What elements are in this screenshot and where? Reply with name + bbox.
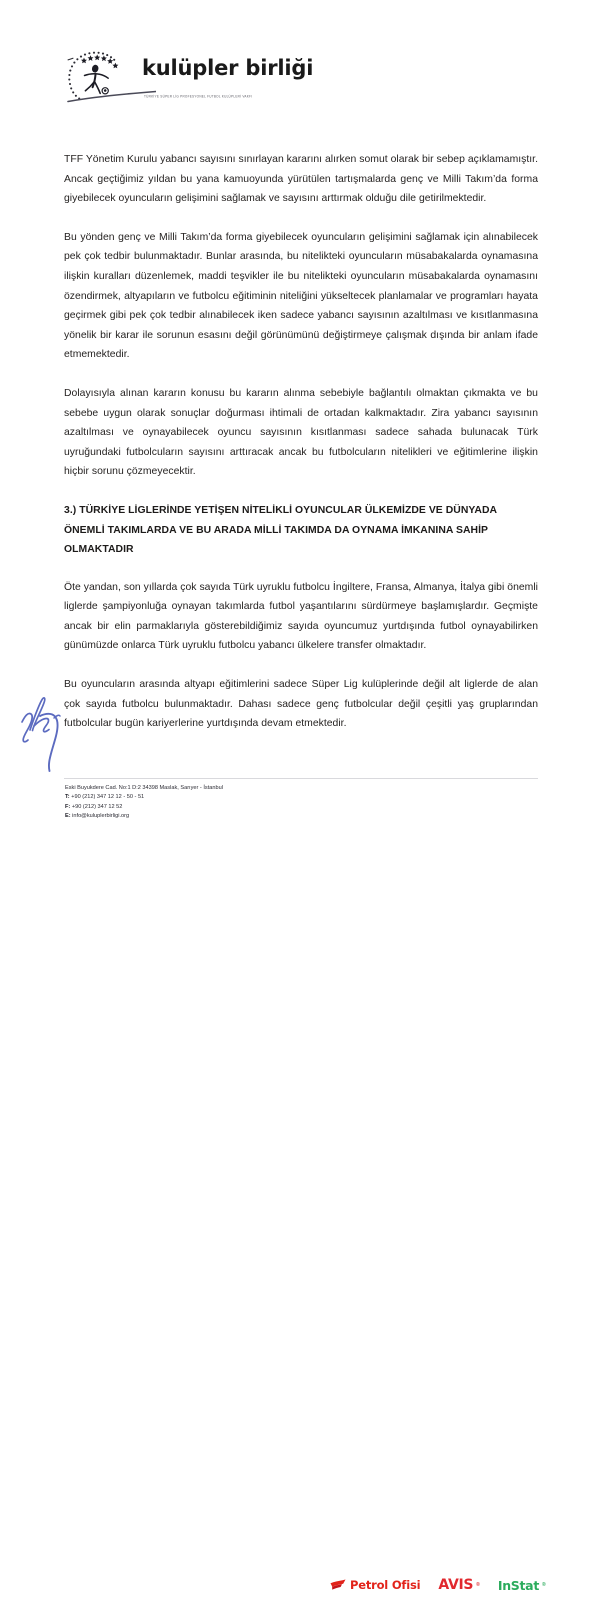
logo-wordmark: kulüpler birliği <box>142 56 314 80</box>
petrol-ofisi-flag-icon <box>330 1579 347 1592</box>
sponsor-instat <box>498 1578 546 1593</box>
document-body <box>64 150 538 734</box>
footer-fax-value: +90 (212) 347 12 52 <box>71 803 123 810</box>
section-heading-3: 3.) TÜRKİYE LİGLERİNDE YETİŞEN NİTELİKLİ OYUNCULAR ÜLKEMİZDE VE DÜNYADA ÖNEMLİ TAKIMLARDA VE BU ARADA MİLLİ TAKIMDA DA OYNAMA İMKANINA SAHİP OLMAKTADIR <box>64 504 497 556</box>
footer-contact-block <box>65 784 223 822</box>
sponsor-instat-label: InStat <box>497 1577 539 1593</box>
footer-email <box>65 812 223 821</box>
footer-address: Eski Buyukdere Cad. No:1 D:2 34398 Maslak, Sarıyer - İstanbul <box>65 785 223 791</box>
organization-logo <box>64 44 364 116</box>
paragraph-1: TFF Yönetim Kurulu yabancı sayısını sınırlayan kararını alırken somut olarak bir sebep açıklamamıştır. Ancak geçtiğimiz yıldan bu yana kamuoyunda yürütülen tartışmalarda genç ve Milli Takım’da forma giyebilecek oyuncuların gelişimini sağlamak ve sayısını arttırmak olduğu dile getirilmektedir. <box>64 154 538 205</box>
sponsor-avis-label: AVIS <box>438 1577 474 1593</box>
paragraph-4: Öte yandan, son yıllarda çok sayıda Türk uyruklu futbolcu İngiltere, Fransa, Almanya, İtalya gibi önemli liglerde şampiyonluğa oynayan takımlarda futbol yaşantılarını sürdürmeye başlamışlardır. Geçmişte ancak bir elin parmaklarıyla gösterebildiğimiz sayıda oyuncumuz yurtdışında futbol oynayabilirken günümüzde onlarca Türk uyruklu futbolcu yabancı ülkelere transfer olmaktadır. <box>64 581 538 652</box>
sponsor-avis-trademark: ® <box>476 1582 480 1588</box>
footer-fax <box>65 803 223 812</box>
footer-phone-key: T: <box>65 794 70 801</box>
footer-phone <box>65 793 223 802</box>
sponsor-logos <box>330 1573 546 1597</box>
footer-email-value[interactable]: info@kuluplerbirligi.org <box>72 813 130 820</box>
footer-phone-value: +90 (212) 347 12 12 - 50 - 51 <box>71 794 145 801</box>
footer-email-key: E: <box>65 813 71 820</box>
paragraph-5: Bu oyuncuların arasında altyapı eğitimlerini sadece Süper Lig kulüplerinde değil alt liglerde de alan çok sayıda futbolcu bulunmaktadır. Dahası sadece genç futbolcular değil çeşitli yaş gruplarından futbolcular bugün kariyerlerine yurtdışında devam etmektedir. <box>64 679 538 730</box>
paragraph-3: Dolayısıyla alınan kararın konusu bu kararın alınma sebebiyle bağlantılı olmaktan çıkmakta ve bu sebebe uygun olarak sonuçlar doğurması ihtimali de ortadan kalkmaktadır. Zira yabancı sayısının azaltılması ve oynayabilecek oyuncu sayısının kısıtlanması sadece sahada bulunacak Türk uyruğundaki futbolcuların sayısını arttıracak ancak bu futbolcuların nitelikleri ve eğitimlerine ilişkin hiçbir sorunu çözmeyecektir. <box>64 387 538 478</box>
sponsor-avis <box>438 1577 480 1593</box>
logo-subtitle: TÜRKİYE SÜPER LİG PROFESYONEL FUTBOL KULÜPLERİ VAKFI <box>144 94 253 99</box>
sponsor-petrol-ofisi <box>330 1578 420 1592</box>
paragraph-2: Bu yönden genç ve Milli Takım’da forma giyebilecek oyuncuların gelişimini sağlamak için alınabilecek pek çok tedbir bulunmaktadır. Bunlar arasında, bu nitelikteki oyuncuların müsabakalarda oynamasına ilişkin kuralları düzenlemek, maddi teşvikler ile bu nitelikteki oyuncuların müsabakalarda oynamasını özendirmek, altyapıların ve futbolcu eğitiminin niteliğini yükseltecek planlamalar ve programları hayata geçirmek gibi pek çok tedbir alınabilecek iken sadece yabancı sayısının azaltılması ve kısıtlanmasına yönelik bir karar ile sorunun esasını değil görünümünü değiştirmeye çalışmak dışında bir anlam ifade etmemektedir. <box>64 231 538 361</box>
letterhead <box>64 44 364 116</box>
sponsor-petrol-ofisi-label: Petrol Ofisi <box>350 1578 421 1592</box>
sponsor-instat-trademark: ® <box>542 1582 546 1588</box>
footer-divider <box>64 778 538 779</box>
page-footer <box>0 778 600 1593</box>
footer-fax-key: F: <box>65 803 71 810</box>
